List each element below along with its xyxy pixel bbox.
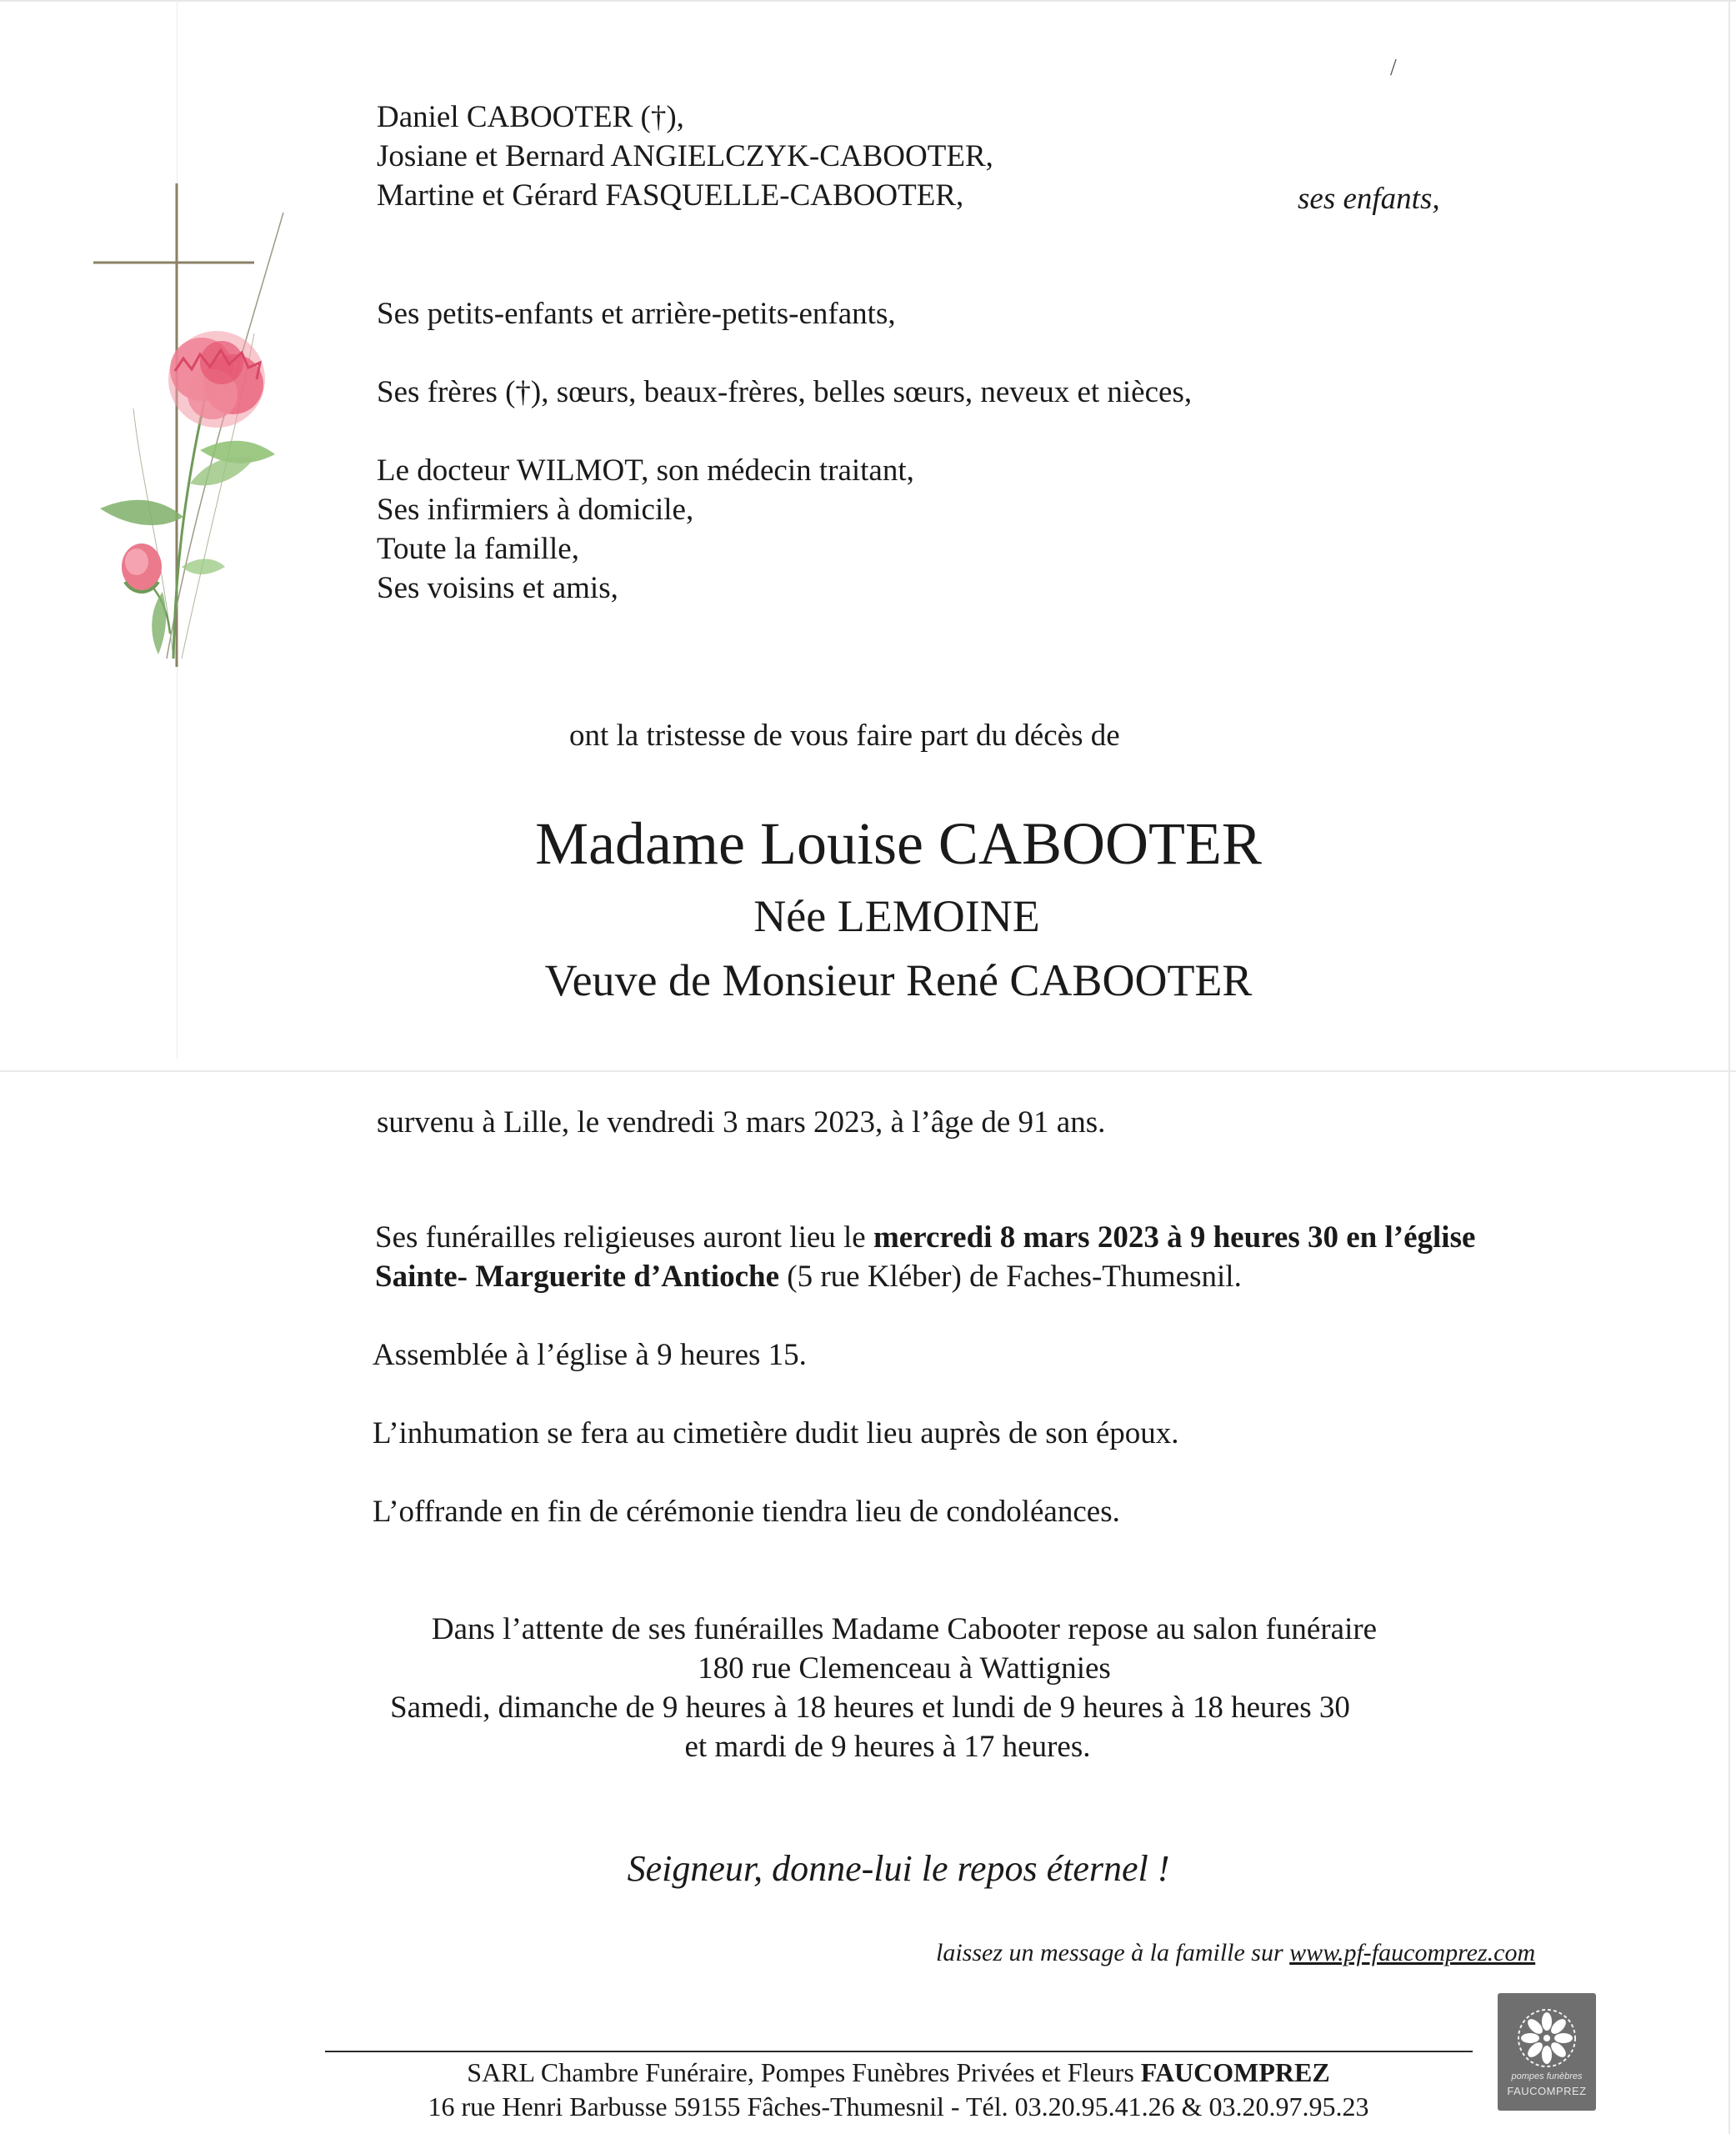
scan-edge-right [1728, 0, 1730, 2134]
siblings-line: Ses frères (†), sœurs, beaux-frères, belles sœurs, neveux et nièces, [377, 375, 1193, 409]
others-line-2: Ses infirmiers à domicile, [377, 493, 694, 527]
logo-tagline: pompes funèbres [1511, 2071, 1583, 2081]
funeral-line-1 [375, 1219, 1475, 1257]
funeral-line-2 [375, 1258, 1242, 1296]
footer-brand: FAUCOMPREZ [1140, 2057, 1330, 2087]
logo-brand: FAUCOMPREZ [1507, 2085, 1587, 2097]
visitation-line-1: Dans l’attente de ses funérailles Madame Cabooter repose au salon funéraire [431, 1612, 1378, 1646]
others-line-1: Le docteur WILMOT, son médecin traitant, [377, 453, 914, 488]
deceased-name: Madame Louise CABOOTER [535, 810, 1262, 877]
visitation-line-3: Samedi, dimanche de 9 heures à 18 heures et lundi de 9 heures à 18 heures 30 [390, 1691, 1350, 1725]
visitation-line-2: 180 rue Clemenceau à Wattignies [698, 1651, 1111, 1686]
family-line-3: Martine et Gérard FASQUELLE-CABOOTER, [377, 178, 964, 213]
announcement: ont la tristesse de vous faire part du décès de [569, 719, 1120, 753]
death-details: survenu à Lille, le vendredi 3 mars 2023, à l’âge de 91 ans. [377, 1105, 1106, 1140]
message-invite [936, 1937, 1535, 1969]
scan-edge-top [0, 0, 1736, 2]
family-line-1: Daniel CABOOTER (†), [377, 100, 684, 134]
deceased-widow-of: Veuve de Monsieur René CABOOTER [544, 955, 1253, 1005]
message-text: laissez un message à la famille sur [936, 1939, 1290, 1966]
cross-flower-icon [83, 167, 300, 684]
flower-rosette-icon [1515, 2006, 1578, 2070]
funeral-date-time: mercredi 8 mars 2023 à 9 heures 30 en l’église [873, 1220, 1476, 1255]
prayer: Seigneur, donne-lui le repos éternel ! [627, 1848, 1170, 1889]
footer-line-2: 16 rue Henri Barbusse 59155 Fâches-Thumesnil - Tél. 03.20.95.41.26 & 03.20.97.95.23 [428, 2091, 1369, 2121]
others-line-3: Toute la famille, [377, 532, 579, 566]
funeral-line-1-text: Ses funérailles religieuses auront lieu le [375, 1220, 873, 1255]
deceased-maiden-name: Née LEMOINE [753, 891, 1040, 941]
scan-mark: / [1390, 55, 1397, 81]
visitation-line-4: et mardi de 9 heures à 17 heures. [684, 1730, 1091, 1764]
website-link[interactable]: www.pf-faucomprez.com [1289, 1939, 1536, 1966]
footer-company: SARL Chambre Funéraire, Pompes Funèbres Privées et Fleurs [467, 2057, 1141, 2087]
fold-line [0, 1070, 1736, 1072]
footer-divider [325, 2051, 1473, 2052]
church-address: (5 rue Kléber) de Faches-Thumesnil. [779, 1260, 1242, 1294]
others-line-4: Ses voisins et amis, [377, 571, 618, 605]
church-name: Sainte- Marguerite d’Antioche [375, 1260, 780, 1294]
assembly-line: Assemblée à l’église à 9 heures 15. [373, 1338, 807, 1372]
children-role: ses enfants, [1298, 182, 1440, 216]
family-line-2: Josiane et Bernard ANGIELCZYK-CABOOTER, [377, 139, 993, 173]
faucomprez-logo [1498, 1993, 1596, 2111]
grandchildren-line: Ses petits-enfants et arrière-petits-enfants, [377, 297, 896, 331]
burial-line: L’inhumation se fera au cimetière dudit lieu auprès de son époux. [373, 1416, 1179, 1450]
offering-line: L’offrande en fin de cérémonie tiendra lieu de condoléances. [373, 1495, 1120, 1529]
footer-line-1 [467, 2056, 1329, 2089]
